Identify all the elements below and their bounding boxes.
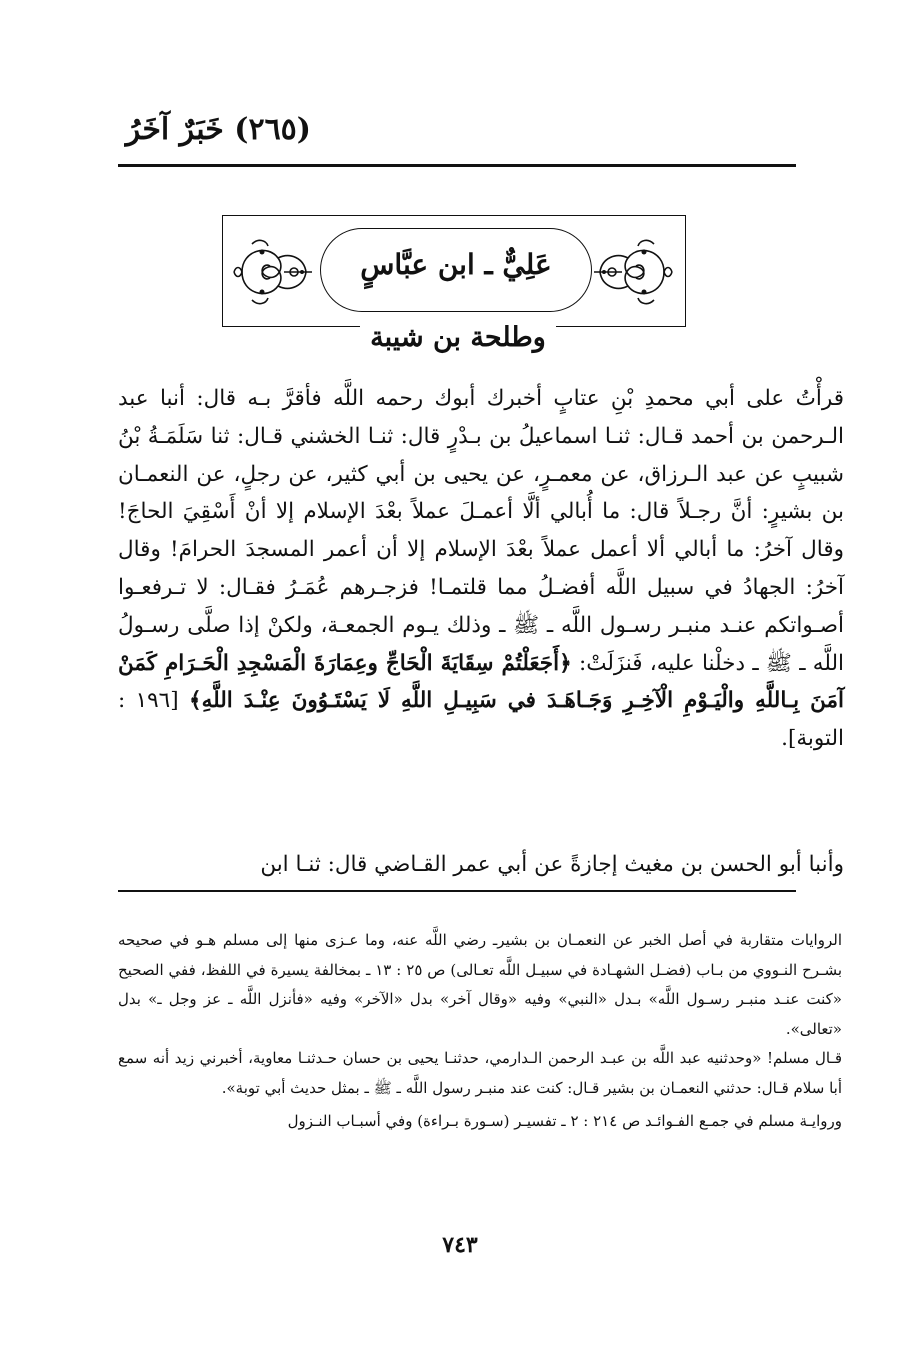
section-title: عَلِيٌّ ـ ابن عبَّاسٍ bbox=[360, 248, 552, 281]
header-rule bbox=[118, 164, 796, 167]
paragraph-1 bbox=[118, 380, 844, 758]
footnote-2: قـال مسلم! «وحدثنيه عبد اللَّه بن عبـد الرحمن الـدارمي، حدثنـا يحيى بن حسان حـدثنـا معاوية، أخبرني زيد أنه سمع أبا سلام قـال: حدثني النعمـان بن بشير قـال: كنت عند منبـر رسول اللَّه ـ ﷺ ـ بمثل حديث أبي توبة». bbox=[118, 1049, 842, 1097]
footnote-3: وروايـة مسلم في جمـع الفـوائـد ص ٢١٤ : ٢ ـ تفسيـر (سـورة بـراءة) وفي أسبـاب النـزول bbox=[287, 1112, 842, 1130]
narration-text: قرأْتُ على أبي محمدِ بْنِ عتابٍ أخبرك أبوك رحمه اللَّه فأقرَّ بـه قال: أنبا عبد الـرحمن بن أحمد قـال: ثنـا اسماعيلُ بن بـدْرٍ قال: ثنـا الخشني قـال: ثنا سَلَمَـةُ بْنُ شبيبٍ عن عبد الـرزاق، عن معمـرٍ، عن يحيى بن أبي كثير، عن رجلٍ، عن النعمـان بن بشيرٍ: أنَّ رجـلاً قال: ما أُبالي ألَّا أعمـلَ عملاً بعْدَ الإسلام إلا أنْ أَسْقِيَ الحاجَ! وقال آخرُ: ما أبالي ألا أعمل عملاً بعْدَ الإسلام إلا أن أعمر المسجدَ الحرامَ! وقال آخرُ: الجهادُ في سبيل اللَّه أفضـلُ مما قلتمـا! فزجـرهم عُمَـرُ فقـال: لا تـرفعـوا أصـواتكم عنـد منبـر رسـول اللَّه ـ ﷺ ـ وذلك يـوم الجمعـة، ولكنْ إذا صلَّى رسـولُ اللَّه ـ ﷺ ـ دخلْنا عليه، فَنزَلَتْ: bbox=[118, 386, 844, 676]
quran-verse: ﴿أَجَعَلْتُمْ سِقَايَةَ الْحَاجِّ وعِمَارَةَ الْمَسْجِدِ الْحَـرَامِ كَمَنْ آمَنَ بِـاللَّهِ والْيَـوْمِ الْآخِـرِ وَجَـاهَـدَ في سَبِيـلِ اللَّهِ لَا يَسْتَـوُونَ عِنْـدَ اللَّهِ﴾ bbox=[118, 650, 845, 714]
footnotes bbox=[118, 926, 842, 1137]
arabesque-ornament-left-icon bbox=[232, 232, 316, 312]
footnote-rule bbox=[118, 890, 796, 892]
section-subtitle: وطلحة بن شيبة bbox=[370, 322, 546, 353]
arabesque-ornament-right-icon bbox=[590, 232, 674, 312]
verse-reference: [١٩٦ : التوبة]. bbox=[118, 688, 844, 752]
paragraph-2: وأنبا أبو الحسن بن مغيث إجازةً عن أبي عمر القـاضي قال: ثنـا ابن bbox=[260, 852, 844, 877]
main-text bbox=[118, 380, 844, 758]
footnote-1: الروايات متقاربة في أصل الخبر عن النعمـان بن بشيرـ رضي اللَّه عنه، وما عـزى منها إلى مسلم هـو في صحيحه بشـرح النـووي من بـاب (فضـل الشهـادة في سبيـل اللَّه تعـالى) ص ٢٥ : ١٣ ـ بمخالفة يسيرة في اللفظ، ففي الصحيح «كنت عنـد منبـر رسـول اللَّه» بـدل «النبي» وفيه «وقال آخر» بدل «الآخر» وفيه «فأنزل اللَّه ـ عز وجل ـ» بدل «تعالى». bbox=[118, 931, 843, 1038]
chapter-heading: (٢٦٥) خَبَرٌ آخَرُ bbox=[125, 112, 311, 147]
page-number: ٧٤٣ bbox=[442, 1232, 478, 1258]
